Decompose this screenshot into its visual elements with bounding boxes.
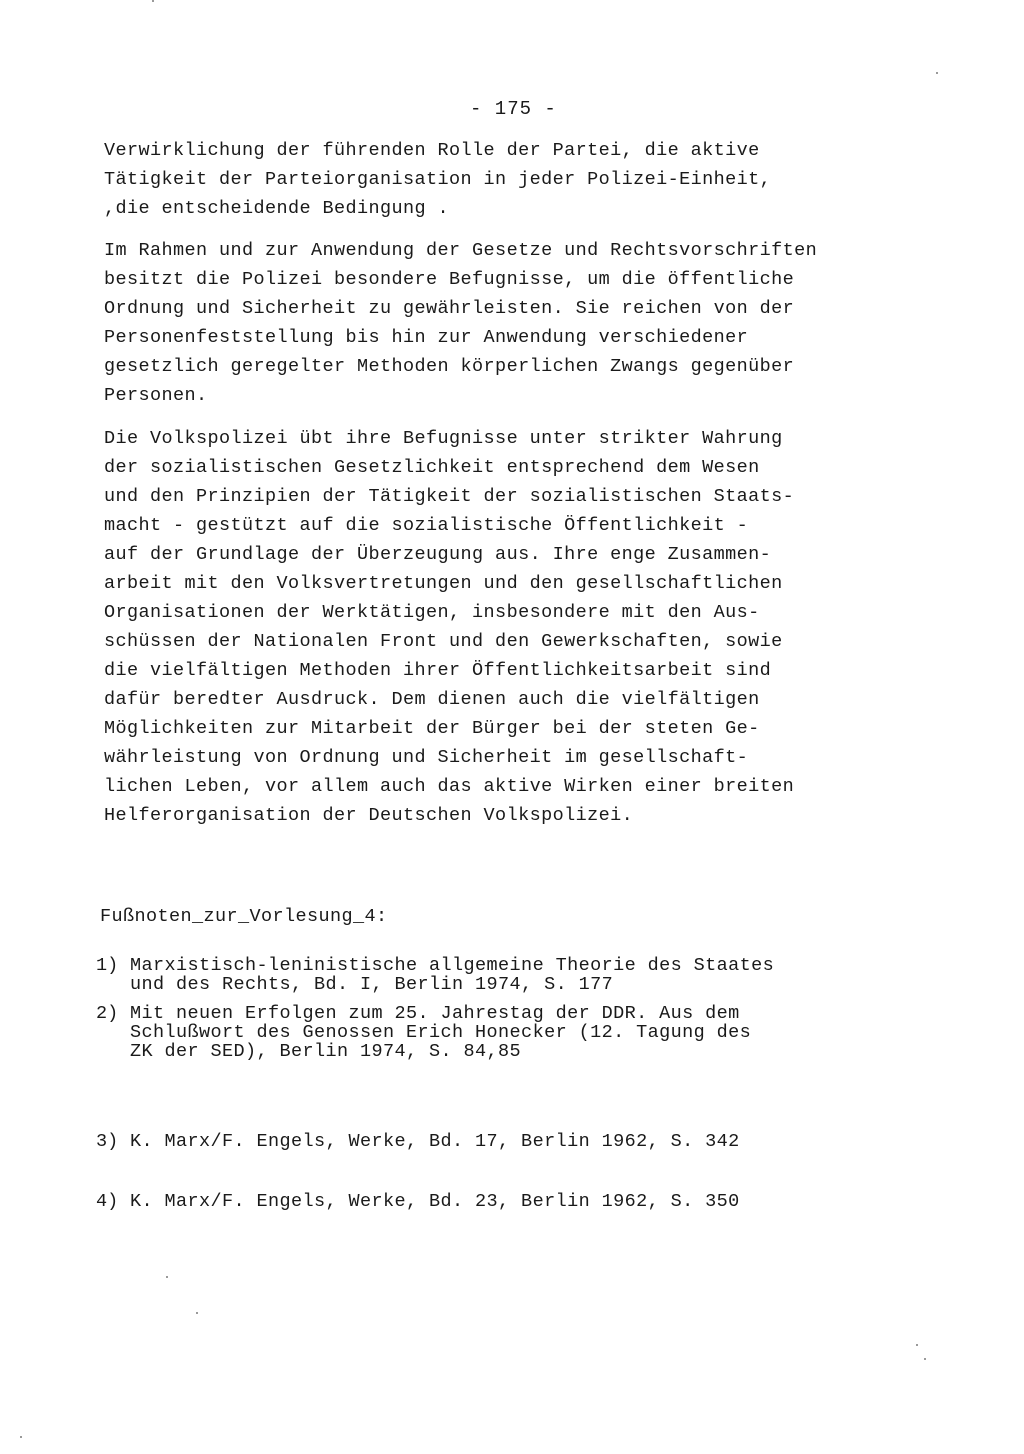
footnote-line: K. Marx/F. Engels, Werke, Bd. 17, Berlin 1962, S. 342 (130, 1131, 740, 1152)
footnote-text (130, 1132, 740, 1151)
scan-speck (196, 1312, 198, 1314)
paragraph-1 (104, 136, 844, 223)
text-line: Helferorganisation der Deutschen Volkspolizei. (104, 805, 634, 826)
text-line: Möglichkeiten zur Mitarbeit der Bürger bei der steten Ge- (104, 718, 760, 739)
footnote-line: Schlußwort des Genossen Erich Honecker (12. Tagung des (130, 1022, 752, 1043)
text-line: Ordnung und Sicherheit zu gewährleisten. Sie reichen von der (104, 298, 795, 319)
footnote-line: und des Rechts, Bd. I, Berlin 1974, S. 177 (130, 974, 614, 995)
footnote-number: 2) (96, 1003, 119, 1024)
footnote-number: 1) (96, 955, 119, 976)
footnotes-heading: Fußnoten_zur_Vorlesung_4: (100, 906, 388, 927)
text-line: der sozialistischen Gesetzlichkeit entsprechend dem Wesen (104, 457, 760, 478)
text-line: besitzt die Polizei besondere Befugnisse, um die öffentliche (104, 269, 795, 290)
scan-speck (916, 1344, 918, 1346)
scan-speck (936, 72, 938, 74)
text-line: dafür beredter Ausdruck. Dem dienen auch die vielfältigen (104, 689, 760, 710)
text-line: Organisationen der Werktätigen, insbesondere mit den Aus- (104, 602, 760, 623)
text-line: Die Volkspolizei übt ihre Befugnisse unter strikter Wahrung (104, 428, 783, 449)
scan-speck (166, 1276, 168, 1278)
footnote-number: 3) (96, 1131, 119, 1152)
text-line: lichen Leben, vor allem auch das aktive Wirken einer breiten (104, 776, 795, 797)
footnote-text (130, 1192, 740, 1211)
text-line: arbeit mit den Volksvertretungen und den gesellschaftlichen (104, 573, 783, 594)
text-line: und den Prinzipien der Tätigkeit der sozialistischen Staats- (104, 486, 795, 507)
text-line: Personen. (104, 385, 208, 406)
text-line: Personenfeststellung bis hin zur Anwendung verschiedener (104, 327, 749, 348)
text-line: die vielfältigen Methoden ihrer Öffentlichkeitsarbeit sind (104, 660, 772, 681)
footnote-line: Mit neuen Erfolgen zum 25. Jahrestag der DDR. Aus dem (130, 1003, 740, 1024)
footnote-line: ZK der SED), Berlin 1974, S. 84,85 (130, 1041, 522, 1062)
paragraph-2 (104, 236, 844, 410)
scan-speck (20, 1436, 22, 1438)
text-line: Verwirklichung der führenden Rolle der Partei, die aktive (104, 140, 760, 161)
footnote-text (130, 956, 774, 994)
text-line: gesetzlich geregelter Methoden körperlichen Zwangs gegenüber (104, 356, 795, 377)
footnote-text (130, 1004, 751, 1061)
footnote-number: 4) (96, 1191, 119, 1212)
page-number: - 175 - (470, 98, 557, 120)
scan-speck (924, 1358, 926, 1360)
text-line: Tätigkeit der Parteiorganisation in jeder Polizei-Einheit, (104, 169, 772, 190)
scan-speck (152, 0, 154, 2)
text-line: auf der Grundlage der Überzeugung aus. Ihre enge Zusammen- (104, 544, 772, 565)
footnote-line: K. Marx/F. Engels, Werke, Bd. 23, Berlin 1962, S. 350 (130, 1191, 740, 1212)
text-line: währleistung von Ordnung und Sicherheit im gesellschaft- (104, 747, 749, 768)
paragraph-3 (104, 424, 844, 830)
text-line: schüssen der Nationalen Front und den Gewerkschaften, sowie (104, 631, 783, 652)
footnote-line: Marxistisch-leninistische allgemeine Theorie des Staates (130, 955, 775, 976)
text-line: Im Rahmen und zur Anwendung der Gesetze und Rechtsvorschriften (104, 240, 818, 261)
text-line: macht - gestützt auf die sozialistische Öffentlichkeit - (104, 515, 749, 536)
text-line: ,die entscheidende Bedingung . (104, 198, 450, 219)
